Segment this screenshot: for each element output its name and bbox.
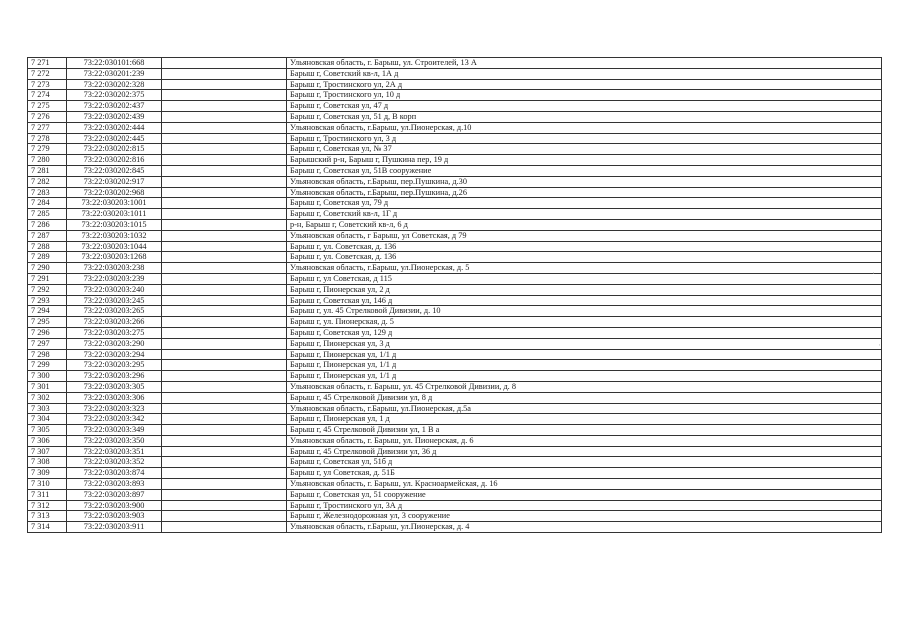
address-cell: Ульяновская область, г. Барыш, ул. Пионерская, д. 6 xyxy=(287,435,882,446)
address-cell: Барыш г, Пионерская ул, 3 д xyxy=(287,338,882,349)
empty-cell xyxy=(162,338,287,349)
cadastral-number-cell: 73:22:030202:968 xyxy=(67,187,162,198)
cadastral-number-cell: 73:22:030201:239 xyxy=(67,68,162,79)
empty-cell xyxy=(162,403,287,414)
row-number-cell: 7 291 xyxy=(28,273,67,284)
row-number-cell: 7 281 xyxy=(28,165,67,176)
table-row xyxy=(28,101,882,112)
table-row xyxy=(28,511,882,522)
cadastral-number-cell: 73:22:030202:439 xyxy=(67,111,162,122)
address-cell: Барыш г, Пионерская ул, 1/1 д xyxy=(287,360,882,371)
cadastral-number-cell: 73:22:030203:350 xyxy=(67,435,162,446)
row-number-cell: 7 287 xyxy=(28,230,67,241)
table-row xyxy=(28,403,882,414)
table-row xyxy=(28,317,882,328)
row-number-cell: 7 311 xyxy=(28,489,67,500)
row-number-cell: 7 313 xyxy=(28,511,67,522)
cadastral-number-cell: 73:22:030202:444 xyxy=(67,122,162,133)
table-row xyxy=(28,273,882,284)
empty-cell xyxy=(162,122,287,133)
row-number-cell: 7 307 xyxy=(28,446,67,457)
empty-cell xyxy=(162,273,287,284)
cadastral-number-cell: 73:22:030203:342 xyxy=(67,414,162,425)
address-cell: Барыш г, Советская ул, 51 сооружение xyxy=(287,489,882,500)
row-number-cell: 7 308 xyxy=(28,457,67,468)
empty-cell xyxy=(162,176,287,187)
row-number-cell: 7 297 xyxy=(28,338,67,349)
table-row xyxy=(28,468,882,479)
table-row xyxy=(28,122,882,133)
cadastral-number-cell: 73:22:030203:349 xyxy=(67,425,162,436)
address-cell: Барыш г, ул. Советская, д. 136 xyxy=(287,252,882,263)
row-number-cell: 7 282 xyxy=(28,176,67,187)
row-number-cell: 7 277 xyxy=(28,122,67,133)
empty-cell xyxy=(162,101,287,112)
address-cell: Ульяновская область, г.Барыш, ул.Пионерская, д. 5 xyxy=(287,263,882,274)
cadastral-number-cell: 73:22:030202:815 xyxy=(67,144,162,155)
cadastral-number-cell: 73:22:030203:1001 xyxy=(67,198,162,209)
address-cell: Ульяновская область, г.Барыш, ул.Пионерская, д.10 xyxy=(287,122,882,133)
address-cell: Барыш г, Советская ул, 51б д xyxy=(287,457,882,468)
table-row xyxy=(28,133,882,144)
empty-cell xyxy=(162,306,287,317)
row-number-cell: 7 288 xyxy=(28,241,67,252)
empty-cell xyxy=(162,68,287,79)
table-row xyxy=(28,155,882,166)
cadastral-number-cell: 73:22:030203:294 xyxy=(67,349,162,360)
address-cell: Барыш г, 45 Стрелковой Дивизии ул, 1 В а xyxy=(287,425,882,436)
property-register-table xyxy=(27,57,882,533)
cadastral-number-cell: 73:22:030202:445 xyxy=(67,133,162,144)
address-cell: Барыш г, 45 Стрелковой Дивизии ул, 36 д xyxy=(287,446,882,457)
row-number-cell: 7 285 xyxy=(28,209,67,220)
cadastral-number-cell: 73:22:030203:296 xyxy=(67,371,162,382)
empty-cell xyxy=(162,522,287,533)
cadastral-number-cell: 73:22:030203:239 xyxy=(67,273,162,284)
address-cell: Барыш г, Советская ул, 47 д xyxy=(287,101,882,112)
table-row xyxy=(28,176,882,187)
register-table-body xyxy=(28,58,882,533)
address-cell: Барыш г, Тростинского ул, 3А д xyxy=(287,500,882,511)
empty-cell xyxy=(162,392,287,403)
row-number-cell: 7 306 xyxy=(28,435,67,446)
table-row xyxy=(28,371,882,382)
row-number-cell: 7 305 xyxy=(28,425,67,436)
empty-cell xyxy=(162,446,287,457)
row-number-cell: 7 310 xyxy=(28,479,67,490)
table-row xyxy=(28,327,882,338)
table-row xyxy=(28,144,882,155)
address-cell: Барыш г, ул. Пионерская, д. 5 xyxy=(287,317,882,328)
scan-artifact-mark: · xyxy=(872,268,875,278)
row-number-cell: 7 289 xyxy=(28,252,67,263)
table-row xyxy=(28,241,882,252)
address-cell: Ульяновская область, г.Барыш, ул.Пионерская, д. 4 xyxy=(287,522,882,533)
empty-cell xyxy=(162,209,287,220)
row-number-cell: 7 299 xyxy=(28,360,67,371)
table-row xyxy=(28,306,882,317)
address-cell: Барыш г, Советская ул, 129 д xyxy=(287,327,882,338)
empty-cell xyxy=(162,327,287,338)
row-number-cell: 7 295 xyxy=(28,317,67,328)
empty-cell xyxy=(162,155,287,166)
row-number-cell: 7 303 xyxy=(28,403,67,414)
row-number-cell: 7 283 xyxy=(28,187,67,198)
cadastral-number-cell: 73:22:030203:275 xyxy=(67,327,162,338)
cadastral-number-cell: 73:22:030203:238 xyxy=(67,263,162,274)
cadastral-number-cell: 73:22:030203:903 xyxy=(67,511,162,522)
address-cell: Барыш г, Советский кв-л, 1А д xyxy=(287,68,882,79)
table-row xyxy=(28,295,882,306)
table-row xyxy=(28,79,882,90)
table-row xyxy=(28,68,882,79)
table-row xyxy=(28,500,882,511)
table-row xyxy=(28,230,882,241)
address-cell: Ульяновская область, г Барыш, ул Советская, д 79 xyxy=(287,230,882,241)
table-row xyxy=(28,165,882,176)
table-row xyxy=(28,414,882,425)
cadastral-number-cell: 73:22:030203:265 xyxy=(67,306,162,317)
address-cell: Барыш г, Советская ул, № 37 xyxy=(287,144,882,155)
row-number-cell: 7 272 xyxy=(28,68,67,79)
empty-cell xyxy=(162,479,287,490)
cadastral-number-cell: 73:22:030203:305 xyxy=(67,381,162,392)
cadastral-number-cell: 73:22:030203:874 xyxy=(67,468,162,479)
cadastral-number-cell: 73:22:030203:897 xyxy=(67,489,162,500)
table-row xyxy=(28,360,882,371)
empty-cell xyxy=(162,500,287,511)
cadastral-number-cell: 73:22:030203:1268 xyxy=(67,252,162,263)
address-cell: Барыш г, Советская ул, 51 д, В корп xyxy=(287,111,882,122)
empty-cell xyxy=(162,144,287,155)
address-cell: Ульяновская область, г. Барыш, ул. 45 Стрелковой Дивизии, д. 8 xyxy=(287,381,882,392)
row-number-cell: 7 296 xyxy=(28,327,67,338)
table-row xyxy=(28,198,882,209)
table-row xyxy=(28,457,882,468)
empty-cell xyxy=(162,263,287,274)
cadastral-number-cell: 73:22:030203:1011 xyxy=(67,209,162,220)
table-row xyxy=(28,349,882,360)
empty-cell xyxy=(162,284,287,295)
address-cell: Барыш г, Пионерская ул, 1/1 д xyxy=(287,371,882,382)
row-number-cell: 7 293 xyxy=(28,295,67,306)
address-cell: Барыш г, Советская ул, 79 д xyxy=(287,198,882,209)
address-cell: Барыш г, ул Советская, д. 51Б xyxy=(287,468,882,479)
empty-cell xyxy=(162,219,287,230)
cadastral-number-cell: 73:22:030203:900 xyxy=(67,500,162,511)
table-row xyxy=(28,219,882,230)
cadastral-number-cell: 73:22:030203:1044 xyxy=(67,241,162,252)
empty-cell xyxy=(162,198,287,209)
empty-cell xyxy=(162,111,287,122)
cadastral-number-cell: 73:22:030203:352 xyxy=(67,457,162,468)
address-cell: Барыш г, Пионерская ул, 1 д xyxy=(287,414,882,425)
cadastral-number-cell: 73:22:030202:845 xyxy=(67,165,162,176)
row-number-cell: 7 284 xyxy=(28,198,67,209)
cadastral-number-cell: 73:22:030203:245 xyxy=(67,295,162,306)
row-number-cell: 7 274 xyxy=(28,90,67,101)
empty-cell xyxy=(162,187,287,198)
empty-cell xyxy=(162,317,287,328)
empty-cell xyxy=(162,349,287,360)
cadastral-number-cell: 73:22:030202:375 xyxy=(67,90,162,101)
empty-cell xyxy=(162,79,287,90)
table-row xyxy=(28,489,882,500)
table-row xyxy=(28,522,882,533)
cadastral-number-cell: 73:22:030203:306 xyxy=(67,392,162,403)
table-row xyxy=(28,381,882,392)
empty-cell xyxy=(162,295,287,306)
address-cell: Ульяновская область, г.Барыш, пер.Пушкина, д.30 xyxy=(287,176,882,187)
address-cell: Барыш г, Советская ул, 51В сооружение xyxy=(287,165,882,176)
cadastral-number-cell: 73:22:030202:437 xyxy=(67,101,162,112)
address-cell: Барышский р-н, Барыш г, Пушкина пер, 19 д xyxy=(287,155,882,166)
row-number-cell: 7 286 xyxy=(28,219,67,230)
row-number-cell: 7 314 xyxy=(28,522,67,533)
table-row xyxy=(28,425,882,436)
table-row xyxy=(28,446,882,457)
cadastral-number-cell: 73:22:030202:816 xyxy=(67,155,162,166)
table-row xyxy=(28,479,882,490)
table-row xyxy=(28,263,882,274)
table-row xyxy=(28,392,882,403)
address-cell: Ульяновская область, г.Барыш, пер.Пушкина, д.26 xyxy=(287,187,882,198)
empty-cell xyxy=(162,489,287,500)
empty-cell xyxy=(162,381,287,392)
cadastral-number-cell: 73:22:030203:266 xyxy=(67,317,162,328)
empty-cell xyxy=(162,133,287,144)
table-row xyxy=(28,284,882,295)
cadastral-number-cell: 73:22:030203:323 xyxy=(67,403,162,414)
address-cell: Ульяновская область, г.Барыш, ул.Пионерская, д.5а xyxy=(287,403,882,414)
row-number-cell: 7 273 xyxy=(28,79,67,90)
empty-cell xyxy=(162,511,287,522)
empty-cell xyxy=(162,360,287,371)
empty-cell xyxy=(162,165,287,176)
row-number-cell: 7 276 xyxy=(28,111,67,122)
empty-cell xyxy=(162,414,287,425)
row-number-cell: 7 292 xyxy=(28,284,67,295)
row-number-cell: 7 280 xyxy=(28,155,67,166)
row-number-cell: 7 304 xyxy=(28,414,67,425)
cadastral-number-cell: 73:22:030202:328 xyxy=(67,79,162,90)
table-row xyxy=(28,111,882,122)
cadastral-number-cell: 73:22:030203:1032 xyxy=(67,230,162,241)
address-cell: Барыш г, ул. 45 Стрелковой Дивизии, д. 10 xyxy=(287,306,882,317)
address-cell: Барыш г, Пионерская ул, 1/1 д xyxy=(287,349,882,360)
row-number-cell: 7 279 xyxy=(28,144,67,155)
cadastral-number-cell: 73:22:030203:1015 xyxy=(67,219,162,230)
table-row xyxy=(28,58,882,69)
row-number-cell: 7 301 xyxy=(28,381,67,392)
cadastral-number-cell: 73:22:030101:668 xyxy=(67,58,162,69)
scan-artifact-mark: · xyxy=(878,340,881,350)
empty-cell xyxy=(162,435,287,446)
empty-cell xyxy=(162,58,287,69)
address-cell: Барыш г, Тростинского ул, 3 д xyxy=(287,133,882,144)
address-cell: Барыш г, Советский кв-л, 1Г д xyxy=(287,209,882,220)
address-cell: Ульяновская область, г. Барыш, ул. Строителей, 13 А xyxy=(287,58,882,69)
table-row xyxy=(28,435,882,446)
row-number-cell: 7 298 xyxy=(28,349,67,360)
row-number-cell: 7 275 xyxy=(28,101,67,112)
table-row xyxy=(28,252,882,263)
cadastral-number-cell: 73:22:030202:917 xyxy=(67,176,162,187)
empty-cell xyxy=(162,425,287,436)
address-cell: р-н, Барыш г, Советский кв-л, 6 д xyxy=(287,219,882,230)
empty-cell xyxy=(162,468,287,479)
empty-cell xyxy=(162,371,287,382)
row-number-cell: 7 294 xyxy=(28,306,67,317)
address-cell: Барыш г, Пионерская ул, 2 д xyxy=(287,284,882,295)
row-number-cell: 7 290 xyxy=(28,263,67,274)
table-row xyxy=(28,90,882,101)
row-number-cell: 7 271 xyxy=(28,58,67,69)
address-cell: Барыш г, Советская ул, 146 д xyxy=(287,295,882,306)
address-cell: Барыш г, ул Советская, д 115 xyxy=(287,273,882,284)
table-row xyxy=(28,187,882,198)
cadastral-number-cell: 73:22:030203:295 xyxy=(67,360,162,371)
table-row xyxy=(28,209,882,220)
row-number-cell: 7 312 xyxy=(28,500,67,511)
table-row xyxy=(28,338,882,349)
address-cell: Барыш г, Железнодорожная ул, 3 сооружение xyxy=(287,511,882,522)
address-cell: Барыш г, Тростинского ул, 2А д xyxy=(287,79,882,90)
address-cell: Барыш г, ул. Советская, д. 136 xyxy=(287,241,882,252)
empty-cell xyxy=(162,241,287,252)
empty-cell xyxy=(162,252,287,263)
empty-cell xyxy=(162,457,287,468)
cadastral-number-cell: 73:22:030203:290 xyxy=(67,338,162,349)
cadastral-number-cell: 73:22:030203:240 xyxy=(67,284,162,295)
row-number-cell: 7 300 xyxy=(28,371,67,382)
address-cell: Барыш г, 45 Стрелковой Дивизии ул, 8 д xyxy=(287,392,882,403)
row-number-cell: 7 309 xyxy=(28,468,67,479)
cadastral-number-cell: 73:22:030203:893 xyxy=(67,479,162,490)
empty-cell xyxy=(162,230,287,241)
cadastral-number-cell: 73:22:030203:351 xyxy=(67,446,162,457)
address-cell: Барыш г, Тростинского ул, 10 д xyxy=(287,90,882,101)
cadastral-number-cell: 73:22:030203:911 xyxy=(67,522,162,533)
address-cell: Ульяновская область, г. Барыш, ул. Красноармейская, д. 16 xyxy=(287,479,882,490)
row-number-cell: 7 302 xyxy=(28,392,67,403)
row-number-cell: 7 278 xyxy=(28,133,67,144)
empty-cell xyxy=(162,90,287,101)
